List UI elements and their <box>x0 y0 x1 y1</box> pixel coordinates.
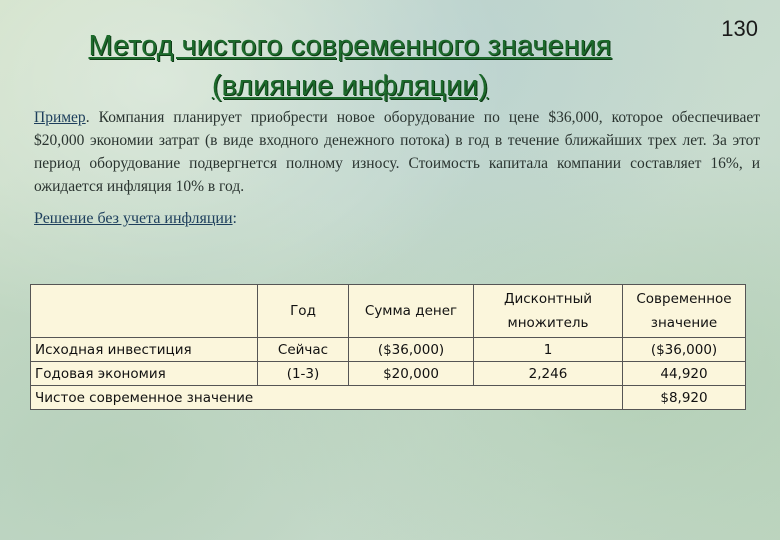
cell-item: Исходная инвестиция <box>31 338 258 362</box>
example-paragraph <box>34 106 760 198</box>
page-title <box>40 26 660 106</box>
total-value: $8,920 <box>623 386 746 410</box>
title-line-2: (влияние инфляции) <box>211 70 489 102</box>
cell-year: Сейчас <box>258 338 349 362</box>
header-cell-amount: Сумма денег <box>349 285 474 338</box>
title-line-1: Метод чистого современного значения <box>88 30 612 62</box>
table-header-row <box>31 285 746 338</box>
header-cell-year: Год <box>258 285 349 338</box>
slide-number: 130 <box>721 16 758 41</box>
total-label: Чистое современное значение <box>31 386 623 410</box>
table-total-row <box>31 386 746 410</box>
table-row <box>31 338 746 362</box>
cell-discount-factor: 1 <box>474 338 623 362</box>
cell-amount: ($36,000) <box>349 338 474 362</box>
npv-table <box>30 284 746 410</box>
header-cell-discount-factor: Дисконтный множитель <box>474 285 623 338</box>
table-row <box>31 362 746 386</box>
example-lead: Пример <box>34 109 86 126</box>
example-text: . Компания планирует приобрести новое оборудование по цене $36,000, которое обеспечивает $20,000 экономии затрат (в виде входного денежного потока) в год в течение ближайших трех лет. За этот период оборудование подвергнется полному износу. Стоимость капитала компании составляет 16%, и ожидается инфляция 10% в год. <box>34 109 760 195</box>
solution-heading-text: Решение без учета инфляции <box>34 210 233 227</box>
cell-year: (1-3) <box>258 362 349 386</box>
cell-amount: $20,000 <box>349 362 474 386</box>
cell-present-value: ($36,000) <box>623 338 746 362</box>
header-cell-empty <box>31 285 258 338</box>
header-cell-present-value: Современное значение <box>623 285 746 338</box>
cell-present-value: 44,920 <box>623 362 746 386</box>
solution-heading <box>34 210 237 228</box>
solution-colon: : <box>232 210 237 227</box>
cell-item: Годовая экономия <box>31 362 258 386</box>
cell-discount-factor: 2,246 <box>474 362 623 386</box>
